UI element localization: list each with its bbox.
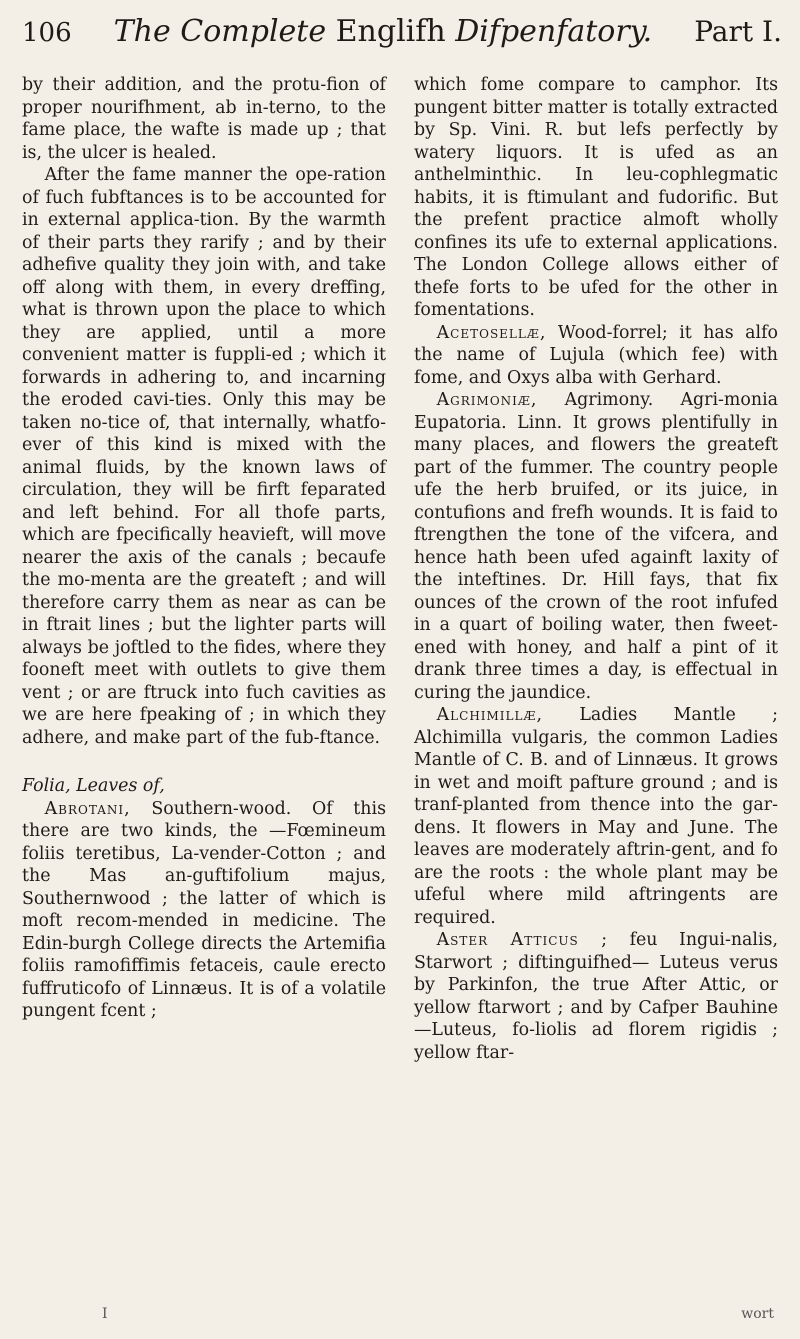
paragraph-camphor: which fome compare to camphor. Its pungent bitter matter is totally extracted by Sp. Vini. R. but lefs perfectly by watery liquors. It is ufed as an anthelminthic. In leu-cophlegmatic habits, it is ftimulant and fudorific. But the prefent practice almoft wholly confines its ufe to external applications. The London College allows either of thefe forts to be ufed for the other in fomentations.: [414, 75, 778, 320]
entry-name-abrotani: Abrotani,: [44, 798, 131, 819]
running-header: [22, 14, 782, 64]
right-column: [414, 74, 778, 1064]
entry-aster: [414, 929, 778, 1064]
entry-text-agrimoniae: Agrimony. Agri-monia Eupatoria. Linn. It grows plentifully in many places, and flowers the greateft part of the fummer. The country people ufe the herb bruifed, or its juice, in contufions and frefh wounds. It is faid to ftrengthen the tone of the vifcera, and hence hath been ufed againft laxity of the inteftines. Dr. Hill fays, that fix ounces of the crown of the root infufed in a quart of boiling water, then fweet-ened with honey, and half a pint of it drank three times a day, is effectual in curing the jaundice.: [414, 390, 778, 703]
left-column: [22, 74, 386, 1023]
entry-agrimoniae: [414, 389, 778, 704]
entry-name-aster: Aster Atticus ;: [436, 930, 609, 950]
paragraph-protufion: by their addition, and the protu-fion of proper nourifhment, ab in-terno, to the fame place, the wafte is made up ; that is, the ulcer is healed.: [22, 75, 386, 163]
entry-name-acetosellae: Acetosellæ,: [436, 322, 547, 343]
signature-mark: I: [102, 1306, 108, 1322]
page-number: 106: [22, 18, 72, 48]
paragraph-external-application: After the fame manner the ope-ration of fuch fubftances is to be accounted for in external applica-tion. By the warmth of their parts they rarify ; and by their adhefive quality they join with, and take off along with them, in every dreffing, what is thrown upon the place to which they are applied, until a more convenient matter is fuppli-ed ; which it forwards in adhering to, and incarning the eroded cavi-ties. Only this may be taken no-tice of, that internally, whatfo-ever of this kind is mixed with the animal fluids, by the known laws of circulation, they will be firft feparated and left behind. For all thofe parts, which are fpecifically heavieft, will move nearer the axis of the canals ; becaufe the mo-menta are the greateft ; and will therefore carry them as near as can be in ftrait lines ; but the lighter parts will always be joftled to the fides, where they fooneft meet with outlets to give them vent ; or are ftruck into fuch cavities as we are here fpeaking of ; in which they adhere, and make part of the fub-ftance.: [22, 165, 386, 748]
entry-text-abrotani: Southern-wood. Of this there are two kinds, the —Fœmineum foliis teretibus, La-vender-Cotton ; and the Mas an-guftifolium majus, Southernwood ; the latter of which is moft recom-mended in medicine. The Edin-burgh College directs the Artemifia foliis ramofiffimis fetaceis, caule erecto fuffruticofo of Linnæus. It is of a volatile pungent fcent ;: [22, 798, 386, 1021]
entry-name-alchimillae: Alchimillæ,: [436, 705, 544, 725]
running-title: [114, 14, 653, 49]
entry-text-acetosellae: Wood-forrel; it has alfo the name of Lujula (which fee) with fome, and Oxys alba with Gerhard.: [414, 322, 778, 388]
section-heading-folia: Folia, Leaves of,: [22, 776, 165, 796]
entry-abrotani: [22, 798, 386, 1023]
catchword: wort: [741, 1306, 774, 1322]
running-title-part-3: Difpenfatory.: [445, 14, 653, 49]
page-footer: [22, 1306, 782, 1330]
entry-text-alchimillae: Ladies Mantle ; Alchimilla vulgaris, the common Ladies Mantle of C. B. and of Linnæus. It grows in wet and moift pafture ground ; and is tranf-planted from thence into the gar-dens. It flowers in May and June. The leaves are moderately aftrin-gent, and fo are the roots : the whole plant may be ufeful where mild aftringents are required.: [414, 705, 778, 928]
entry-text-aster: feu Ingui-nalis, Starwort ; diftinguifhed— Luteus verus by Parkinfon, the true After Attic, or yellow ftarwort ; and by Cafper Bauhine—Luteus, fo-liolis ad florem rigidis ; yellow ftar-: [414, 930, 778, 1063]
part-label: Part I.: [694, 15, 782, 48]
running-title-part-2: Englifh: [335, 14, 446, 49]
entry-name-agrimoniae: Agrimoniæ,: [436, 390, 538, 410]
entry-acetosellae: [414, 322, 778, 390]
running-title-part-1: The Complete: [113, 14, 336, 49]
entry-alchimillae: [414, 704, 778, 929]
